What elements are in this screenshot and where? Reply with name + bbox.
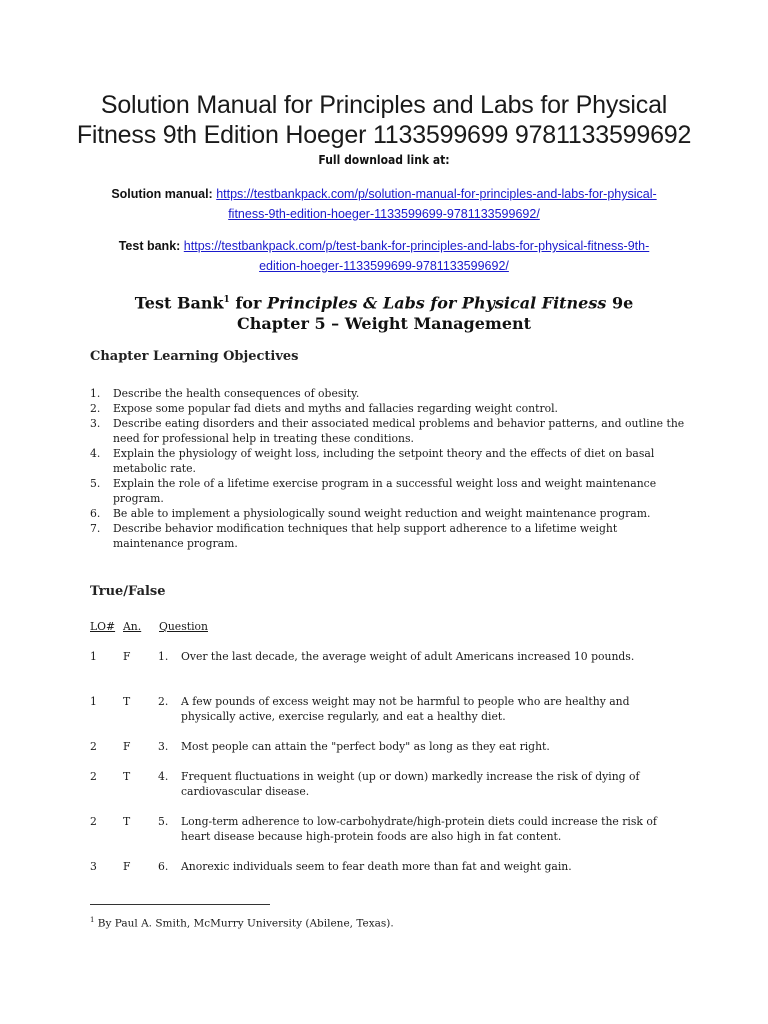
row-lo: 3 (90, 860, 97, 873)
test-bank-link-block (40, 236, 728, 276)
objective-number: 5. (90, 477, 101, 490)
objective-item (90, 521, 690, 551)
row-question-number: 5. (158, 815, 169, 828)
objective-item (90, 476, 690, 506)
objective-item (90, 446, 690, 476)
footnote (90, 916, 394, 930)
true-false-title: True/False (90, 584, 166, 599)
title-line-2: Fitness 9th Edition Hoeger 1133599699 9781133599692 (76, 121, 692, 149)
objective-number: 3. (90, 417, 101, 430)
row-question-text: Frequent fluctuations in weight (up or down) markedly increase the risk of dying of cardiovascular disease. (181, 770, 640, 798)
heading-test-bank: Test Bank (134, 293, 224, 313)
heading-footnote-mark: 1 (223, 295, 230, 305)
objective-item (90, 506, 690, 521)
objective-number: 4. (90, 447, 101, 460)
solution-manual-link[interactable]: https://testbankpack.com/p/solution-manual-for-principles-and-labs-for-physical- (216, 187, 657, 201)
objective-text: Describe behavior modification techniques that help support adherence to a lifetime weight maintenance program. (113, 522, 618, 550)
header-answer: An. (123, 620, 142, 633)
row-question-number: 3. (158, 740, 169, 753)
heading-book-title: Principles & Labs for Physical Fitness (266, 293, 607, 313)
row-lo: 1 (90, 650, 97, 663)
document-title (40, 90, 728, 150)
row-lo: 2 (90, 815, 97, 828)
row-answer: T (123, 770, 131, 783)
solution-manual-link-cont[interactable]: fitness-9th-edition-hoeger-1133599699-9781133599692/ (228, 207, 540, 221)
row-answer: T (123, 695, 131, 708)
footnote-mark: 1 (90, 916, 95, 924)
row-question-text: Long-term adherence to low-carbohydrate/high-protein diets could increase the risk of heart disease because high-protein foods are also high in fat content. (181, 815, 657, 843)
row-lo: 1 (90, 695, 97, 708)
row-question-number: 4. (158, 770, 169, 783)
test-bank-label: Test bank: (118, 239, 181, 253)
objective-number: 7. (90, 522, 101, 535)
objective-item (90, 416, 690, 446)
full-download-label: Full download link at: (318, 153, 450, 167)
row-answer: T (123, 815, 131, 828)
header-question: Question (159, 620, 208, 633)
row-question-number: 1. (158, 650, 169, 663)
objective-text: Describe the health consequences of obesity. (113, 387, 360, 400)
objectives-title: Chapter Learning Objectives (90, 349, 299, 364)
row-question-text: Over the last decade, the average weight of adult Americans increased 10 pounds. (181, 650, 635, 663)
heading-edition: 9e (606, 293, 634, 313)
row-question-number: 6. (158, 860, 169, 873)
objective-item (90, 386, 690, 401)
objectives-list (90, 386, 690, 551)
solution-manual-link-block (40, 184, 728, 224)
row-answer: F (123, 860, 131, 873)
title-line-1: Solution Manual for Principles and Labs for Physical (100, 91, 668, 119)
objective-number: 2. (90, 402, 101, 415)
objective-text: Explain the role of a lifetime exercise program in a successful weight loss and weight maintenance program. (113, 477, 657, 505)
row-question-text: A few pounds of excess weight may not be harmful to people who are healthy and physically active, exercise regularly, and eat a healthy diet. (181, 695, 630, 723)
header-lo: LO# (90, 620, 116, 633)
table-header (90, 619, 690, 634)
objective-number: 1. (90, 387, 101, 400)
objective-text: Expose some popular fad diets and myths and fallacies regarding weight control. (113, 402, 558, 415)
row-lo: 2 (90, 770, 97, 783)
row-question-number: 2. (158, 695, 169, 708)
footnote-divider (90, 904, 270, 905)
footnote-text: By Paul A. Smith, McMurry University (Abilene, Texas). (94, 917, 394, 930)
objective-number: 6. (90, 507, 101, 520)
row-answer: F (123, 650, 131, 663)
row-lo: 2 (90, 740, 97, 753)
chapter-heading: Chapter 5 – Weight Management (236, 314, 532, 333)
solution-manual-label: Solution manual: (111, 187, 213, 201)
objective-text: Describe eating disorders and their associated medical problems and behavior patterns, and outline the need for professional help in treating these conditions. (113, 417, 685, 445)
row-question-text: Most people can attain the "perfect body" as long as they eat right. (181, 740, 550, 753)
row-question-text: Anorexic individuals seem to fear death more than fat and weight gain. (181, 860, 572, 873)
objective-text: Be able to implement a physiologically sound weight reduction and weight maintenance program. (113, 507, 651, 520)
row-answer: F (123, 740, 131, 753)
test-bank-link-cont[interactable]: edition-hoeger-1133599699-9781133599692/ (259, 259, 509, 273)
true-false-table (90, 619, 690, 873)
objective-item (90, 401, 690, 416)
test-bank-link[interactable]: https://testbankpack.com/p/test-bank-for-principles-and-labs-for-physical-fitness-9th- (183, 239, 650, 253)
heading-for: for (229, 293, 267, 313)
objective-text: Explain the physiology of weight loss, including the setpoint theory and the effects of diet on basal metabolic rate. (113, 447, 655, 475)
